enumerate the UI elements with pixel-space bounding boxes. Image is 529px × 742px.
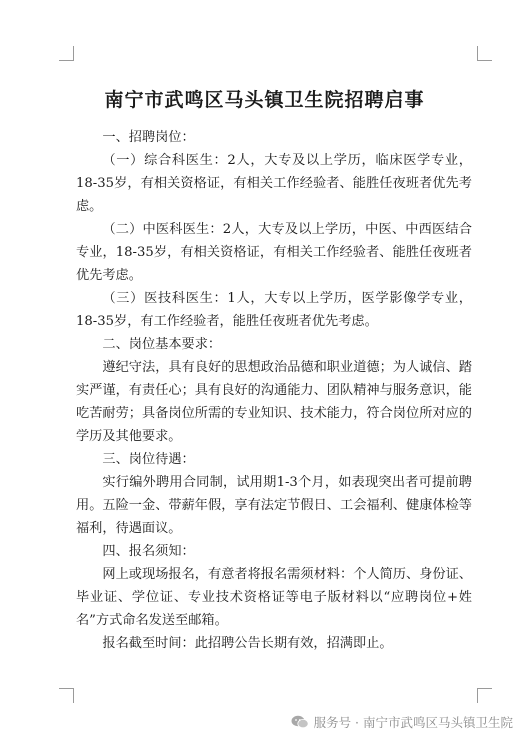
deadline-text: 报名截至时间：此招聘公告长期有效，招满即止。	[102, 636, 393, 651]
watermark-text: 服务号 · 南宁市武鸣区马头镇卫生院	[313, 715, 513, 730]
document-body	[76, 126, 472, 655]
position-tcm-doctor: （二）中医科医生：2人，大专及以上学历，中医、中西医结合专业，18-35岁，有相关资格证，有相关工作经验者、能胜任夜班者优先考虑。	[76, 222, 472, 283]
benefits-text: 实行编外聘用合同制，试用期1-3个月，如表现突出者可提前聘用。五险一金、带薪年假，享有法定节假日、工会福利、健康体检等福利，待遇面议。	[76, 475, 472, 536]
wechat-icon	[291, 715, 309, 729]
crop-mark-top-right	[477, 46, 492, 61]
crop-mark-bottom-right	[477, 688, 492, 703]
section-heading-application: 四、报名须知：	[102, 544, 195, 559]
position-medical-tech: （三）医技科医生：1人，大专以上学历，医学影像学专业，18-35岁，有工作经验者，能胜任夜班者优先考虑。	[76, 291, 472, 329]
document-title: 南宁市武鸣区马头镇卫生院招聘启事	[104, 89, 425, 111]
wechat-watermark	[291, 713, 513, 731]
section-heading-requirements: 二、岗位基本要求：	[102, 337, 222, 352]
requirements-text: 遵纪守法，具有良好的思想政治品德和职业道德；为人诚信、踏实严谨，有责任心；具有良好的沟通能力、团队精神与服务意识，能吃苦耐劳；具备岗位所需的专业知识、技术能力，符合岗位所对应的学历及其他要求。	[76, 360, 472, 444]
section-heading-benefits: 三、岗位待遇：	[102, 452, 195, 467]
crop-mark-top-left	[59, 46, 74, 61]
crop-mark-bottom-left	[59, 688, 74, 703]
position-general-doctor: （一）综合科医生：2人，大专及以上学历，临床医学专业，18-35岁，有相关资格证，有相关工作经验者、能胜任夜班者优先考虑。	[76, 153, 472, 214]
section-heading-positions: 一、招聘岗位：	[102, 130, 195, 145]
application-text: 网上或现场报名，有意者将报名需须材料：个人简历、身份证、毕业证、学位证、专业技术资格证等电子版材料以“应聘岗位+姓名”方式命名发送至邮箱。	[76, 567, 472, 628]
